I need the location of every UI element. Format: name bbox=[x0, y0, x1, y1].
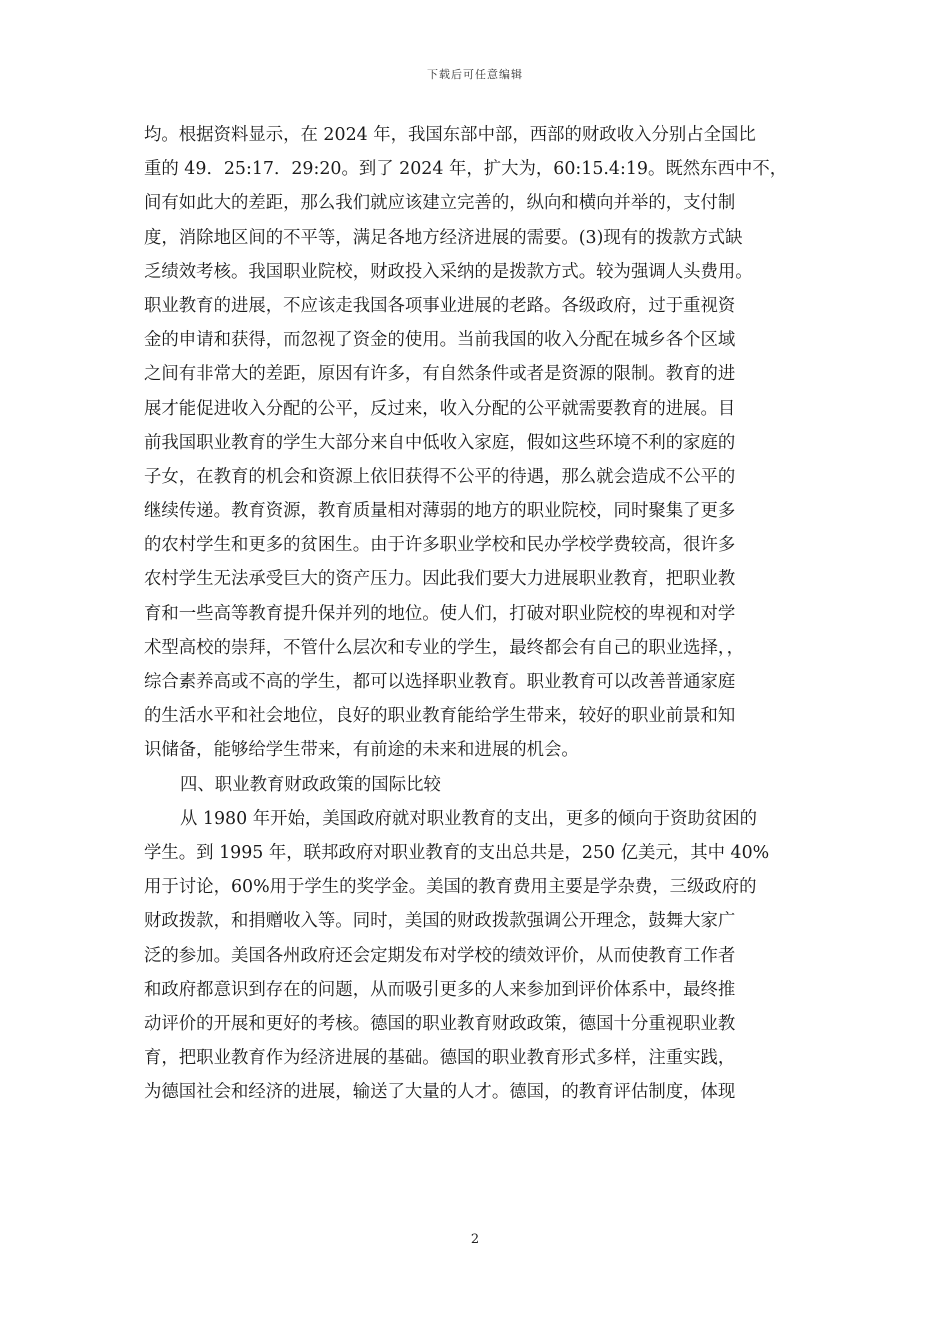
text-line: 职业教育的进展，不应该走我国各项事业进展的老路。各级政府，过于重视资 bbox=[144, 295, 736, 316]
text-line: 术型高校的崇拜，不管什么层次和专业的学生，最终都会有自己的职业选择，， bbox=[144, 637, 744, 658]
text-line: 展才能促进收入分配的公平，反过来，收入分配的公平就需要教育的进展。目 bbox=[144, 398, 736, 419]
text-line: 用于讨论，60%用于学生的奖学金。美国的教育费用主要是学杂费，三级政府的 bbox=[144, 877, 757, 898]
text-line: 综合素养高或不高的学生，都可以选择职业教育。职业教育可以改善普通家庭 bbox=[144, 672, 736, 692]
text-line: 泛的参加。美国各州政府还会定期发布对学校的绩效评价，从而使教育工作者 bbox=[144, 945, 736, 966]
text-line: 识储备，能够给学生带来，有前途的未来和进展的机会。 bbox=[144, 740, 579, 761]
text-line: 农村学生无法承受巨大的资产压力。因此我们要大力进展职业教育，把职业教 bbox=[144, 569, 736, 590]
text-line: 的生活水平和社会地位，良好的职业教育能给学生带来，较好的职业前景和知 bbox=[144, 706, 736, 727]
text-line: 的农村学生和更多的贫困生。由于许多职业学校和民办学校学费较高，很许多 bbox=[144, 535, 736, 556]
text-line: 乏绩效考核。我国职业院校，财政投入采纳的是拨款方式。较为强调人头费用。 bbox=[144, 261, 753, 282]
text-line: 间有如此大的差距，那么我们就应该建立完善的，纵向和横向并举的，支付制 bbox=[144, 193, 736, 214]
section-heading: 四、职业教育财政政策的国际比较 bbox=[180, 774, 441, 795]
text-line: 和政府都意识到存在的问题，从而吸引更多的人来参加到评价体系中，最终推 bbox=[144, 979, 736, 1000]
text-line: 育，把职业教育作为经济进展的基础。德国的职业教育形式多样，注重实践， bbox=[144, 1048, 736, 1069]
page-header: 下载后可任意编辑 bbox=[427, 68, 523, 81]
text-line: 继续传递。教育资源，教育质量相对薄弱的地方的职业院校，同时聚集了更多 bbox=[144, 501, 736, 522]
text-line: 重的 49．25:17．29:20。到了 2024 年，扩大为，60:15.4:19。既然东西中不， bbox=[144, 159, 788, 180]
document-body bbox=[144, 118, 814, 1109]
text-line: 学生。到 1995 年，联邦政府对职业教育的支出总共是，250 亿美元，其中 40% bbox=[144, 842, 770, 863]
text-line: 度，消除地区间的不平等，满足各地方经济进展的需要。(3)现有的拨款方式缺 bbox=[144, 227, 743, 248]
text-line: 财政拨款，和捐赠收入等。同时，美国的财政拨款强调公开理念，鼓舞大家广 bbox=[144, 911, 736, 932]
text-line: 从 1980 年开始，美国政府就对职业教育的支出，更多的倾向于资助贫困的 bbox=[180, 808, 758, 829]
text-line: 之间有非常大的差距，原因有许多，有自然条件或者是资源的限制。教育的进 bbox=[144, 364, 736, 385]
text-line: 育和一些高等教育提升保并列的地位。使人们，打破对职业院校的卑视和对学 bbox=[144, 603, 736, 624]
text-line: 前我国职业教育的学生大部分来自中低收入家庭，假如这些环境不利的家庭的 bbox=[144, 432, 736, 453]
page-number: 2 bbox=[470, 1232, 480, 1247]
text-line: 动评价的开展和更好的考核。德国的职业教育财政政策，德国十分重视职业教 bbox=[144, 1013, 736, 1034]
text-line: 为德国社会和经济的进展，输送了大量的人才。德国，的教育评估制度，体现 bbox=[144, 1082, 736, 1103]
text-line: 子女，在教育的机会和资源上依旧获得不公平的待遇，那么就会造成不公平的 bbox=[144, 466, 736, 487]
text-line: 均。根据资料显示，在 2024 年，我国东部中部，西部的财政收入分别占全国比 bbox=[144, 125, 756, 145]
text-line: 金的申请和获得，而忽视了资金的使用。当前我国的收入分配在城乡各个区域 bbox=[144, 330, 736, 351]
